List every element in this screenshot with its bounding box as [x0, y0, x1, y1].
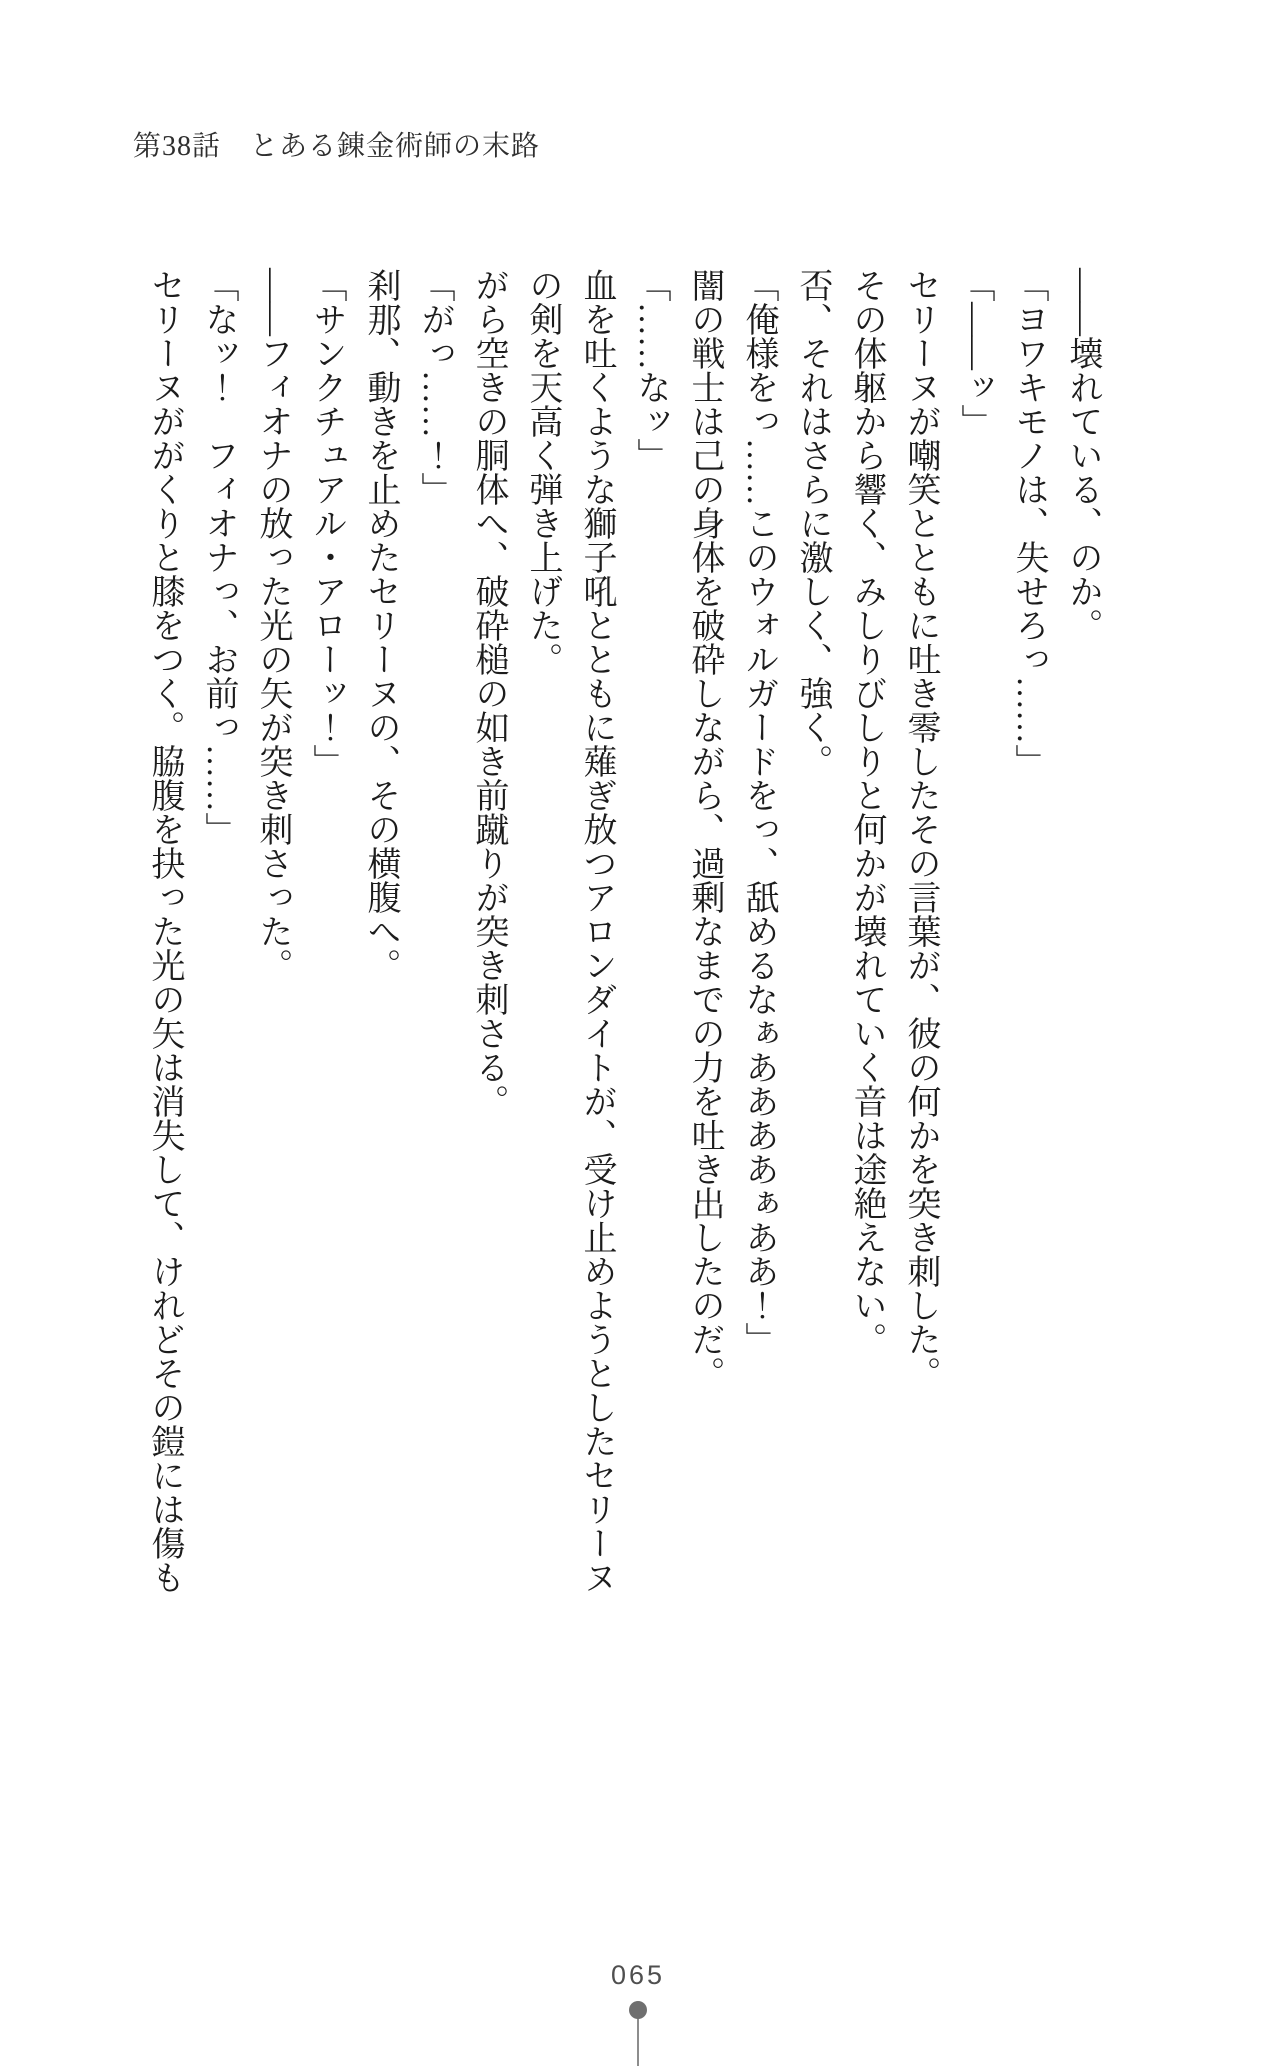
text-column: の剣を天高く弾き上げた。 — [524, 268, 561, 676]
chapter-header: 第38話 とある錬金術師の末路 — [133, 131, 541, 162]
text-column: セリーヌががくりと膝をつく。脇腹を抉った光の矢は消失して、けれどその鎧には傷も — [146, 268, 183, 1594]
text-column: ——フィオナの放った光の矢が突き刺さった。 — [254, 268, 291, 982]
text-column: 「……なッ」 — [632, 268, 669, 472]
text-column: ——壊れている、のか。 — [1064, 268, 1101, 642]
text-column: 「サンクチュアル・アローッ！」 — [308, 268, 345, 778]
text-column: 「俺様をっ……このウォルガードをっ、舐めるなぁああああぁああ！」 — [740, 268, 777, 1356]
text-column: 「ヨワキモノは、失せろっ……」 — [1010, 268, 1047, 778]
text-column: がら空きの胴体へ、破砕槌の如き前蹴りが突き刺さる。 — [470, 268, 507, 1118]
text-column: 「がっ……！」 — [416, 268, 453, 506]
text-column: 「——ッ」 — [956, 268, 993, 438]
text-column: その体躯から響く、みしりびしりと何かが壊れていく音は途絶えない。 — [848, 268, 885, 1356]
page-number: 065 — [610, 1960, 666, 1990]
body-text — [137, 268, 1109, 1668]
text-column: 刹那、動きを止めたセリーヌの、その横腹へ。 — [362, 268, 399, 982]
footer-dot-icon — [629, 2001, 647, 2019]
text-column: 闇の戦士は己の身体を破砕しながら、過剰なまでの力を吐き出したのだ。 — [686, 268, 723, 1390]
text-column: 「なッ！ フィオナっ、お前っ……」 — [200, 268, 237, 846]
text-column: 血を吐くような獅子吼とともに薙ぎ放つアロンダイトが、受け止めようとしたセリーヌ — [578, 268, 615, 1594]
text-column: セリーヌが嘲笑とともに吐き零したその言葉が、彼の何かを突き刺した。 — [902, 268, 939, 1390]
text-column: 否、それはさらに激しく、強く。 — [794, 268, 831, 778]
footer-stem-line — [637, 2012, 639, 2066]
